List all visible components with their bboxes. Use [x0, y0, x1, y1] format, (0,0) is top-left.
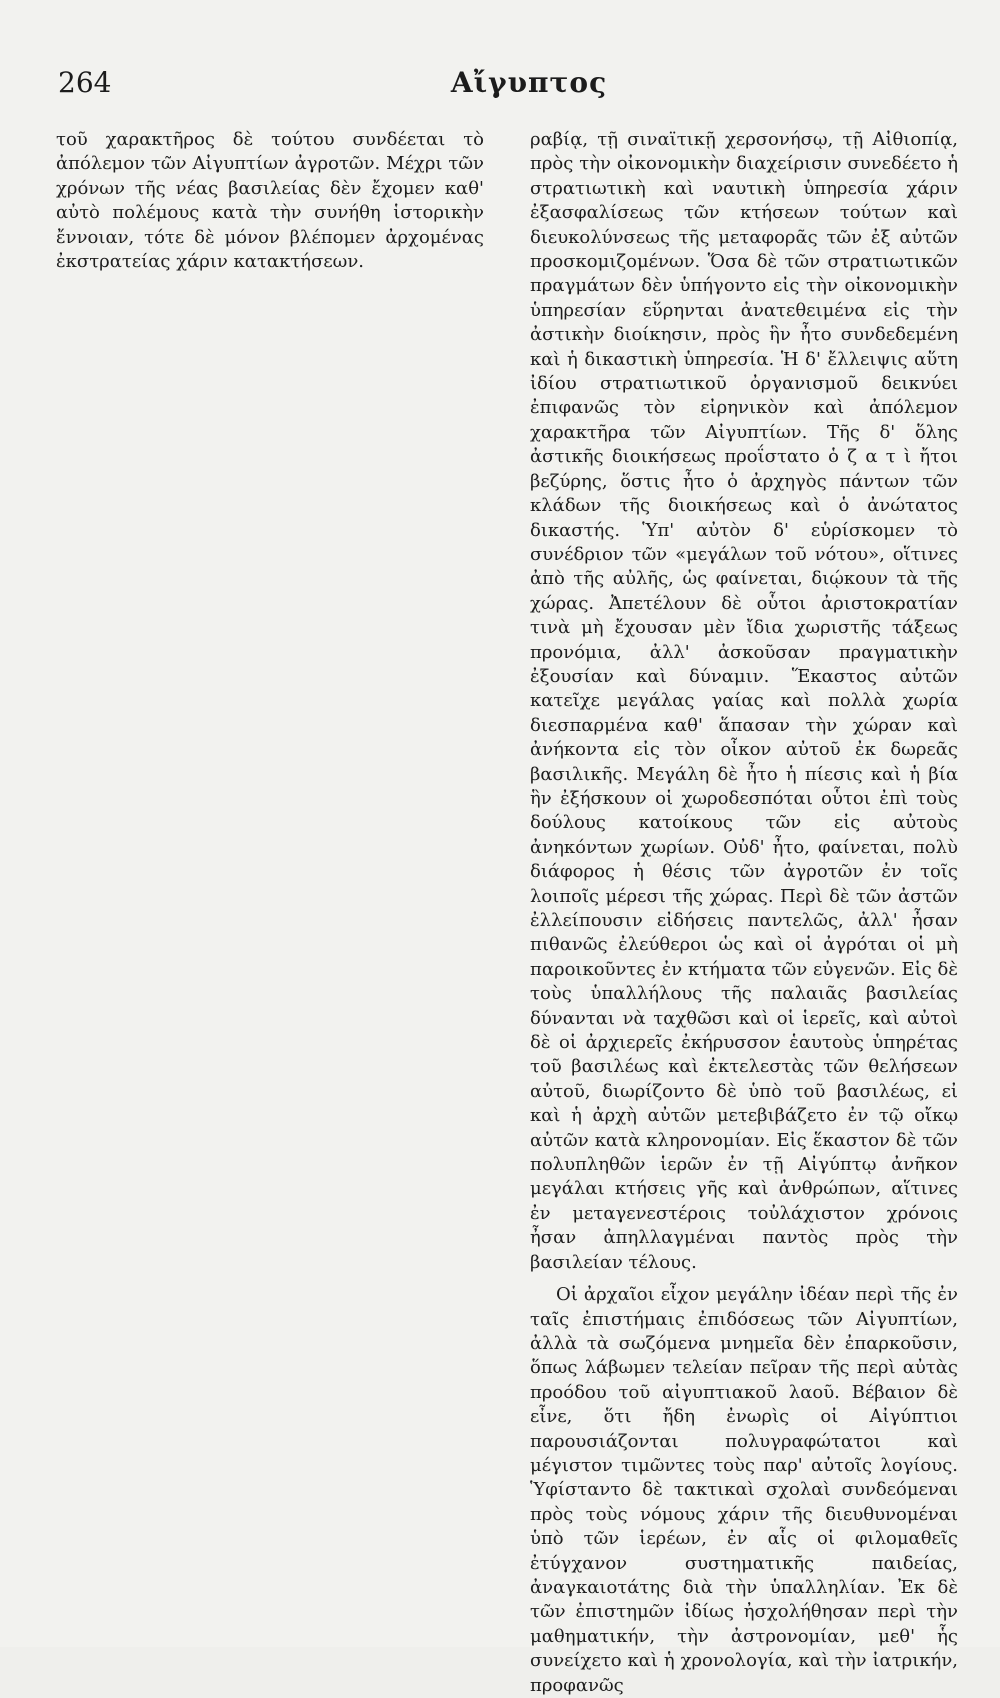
- running-head: [58, 66, 960, 106]
- page-number: 264: [58, 66, 112, 99]
- paragraph: τοῦ χαρακτῆρος δὲ τούτου συνδέεται τὸ ἀπόλεμον τῶν Αἰγυπτίων ἀγροτῶν. Μέχρι τῶν χρόνων τῆς νέας βασιλείας δὲν ἔχομεν καθ' αὐτὸ πολέμους κατὰ τὴν συνήθη ἱστορικὴν ἔννοιαν, τότε δὲ μόνον βλέπομεν ἀρχομένας ἐκστρατείας χάριν κατακτήσεων.: [56, 129, 484, 273]
- paragraph: ραβίᾳ, τῇ σιναϊτικῇ χερσονήσῳ, τῇ Αἰθιοπίᾳ, πρὸς τὴν οἰκονομικὴν διαχείρισιν συνεδέετο ἡ στρατιωτικὴ καὶ ναυτικὴ ὑπηρεσία χάριν ἐξασφαλίσεως τῶν κτήσεων τούτων καὶ διευκολύνσεως τῆς μεταφορᾶς τῶν ἐξ αὐτῶν προσκομιζομένων. Ὅσα δὲ τῶν στρατιωτικῶν πραγμάτων δὲν ὑπήγοντο εἰς τὴν οἰκονομικὴν ὑπηρεσίαν εὕρηνται ἀνατεθειμένα εἰς τὴν ἀστικὴν διοίκησιν, πρὸς ἣν ἦτο συνδεδεμένη καὶ ἡ δικαστικὴ ὑπηρεσία. Ἡ δ' ἔλλειψις αὕτη ἰδίου στρατιωτικοῦ ὀργανισμοῦ δεικνύει ἐπιφανῶς τὸν εἰρηνικὸν καὶ ἀπόλεμον χαρακτῆρα τῶν Αἰγυπτίων. Τῆς δ' ὅλης ἀστικῆς διοικήσεως προΐστατο ὁ ζ α τ ὶ ἤτοι βεζύρης, ὅστις ἦτο ὁ ἀρχηγὸς πάντων τῶν κλάδων τῆς διοικήσεως καὶ ὁ ἀνώτατος δικαστής. Ὑπ' αὐτὸν δ' εὑρίσκομεν τὸ συνέδριον τῶν «μεγάλων τοῦ νότου», οἵτινες ἀπὸ τῆς αὐλῆς, ὡς φαίνεται, διῴκουν τὰ τῆς χώρας. Ἀπετέλουν δὲ οὗτοι ἀριστοκρατίαν τινὰ μὴ ἔχουσαν μὲν ἴδια χωριστῆς τάξεως προνόμια, ἀλλ' ἀσκοῦσαν πραγματικὴν ἐξουσίαν καὶ δύναμιν. Ἕκαστος αὐτῶν κατεῖχε μεγάλας γαίας καὶ πολλὰ χωρία διεσπαρμένα καθ' ἅπασαν τὴν χώραν καὶ ἀνήκοντα εἰς τὸν οἶκον αὐτοῦ ἐκ δωρεᾶς βασιλικῆς. Μεγάλη δὲ ἦτο ἡ πίεσις καὶ ἡ βία ἣν ἐξήσκουν οἱ χωροδεσπόται οὗτοι ἐπὶ τοὺς δούλους κατοίκους τῶν εἰς αὐτοὺς ἀνηκόντων χωρίων. Οὐδ' ἦτο, φαίνεται, πολὺ διάφορος ἡ θέσις τῶν ἀγροτῶν ἐν τοῖς λοιποῖς μέρεσι τῆς χώρας. Περὶ δὲ τῶν ἀστῶν ἐλλείπουσιν εἰδήσεις παντελῶς, ἀλλ' ἦσαν πιθανῶς ἐλεύθεροι ὡς καὶ οἱ ἀγρόται οἱ μὴ παροικοῦντες ἐν κτήματα τῶν εὐγενῶν. Εἰς δὲ τοὺς ὑπαλλήλους τῆς παλαιᾶς βασιλείας δύνανται νὰ ταχθῶσι καὶ οἱ ἱερεῖς, καὶ αὐτοὶ δὲ οἱ ἀρχιερεῖς ἐκήρυσσον ἑαυτοὺς ὑπηρέτας τοῦ βασιλέως καὶ ἐκτελεστὰς τῶν θελήσεων αὐτοῦ, διωρίζοντο δὲ ὑπὸ τοῦ βασιλέως, εἰ καὶ ἡ ἀρχὴ αὐτῶν μετεβιβάζετο ἐν τῷ οἴκῳ αὐτῶν κατὰ κληρονομίαν. Εἰς ἕκαστον δὲ τῶν πολυπληθῶν ἱερῶν ἐν τῇ Αἰγύπτῳ ἀνῆκον μεγάλαι κτήσεις γῆς καὶ ἀνθρώπων, αἵτινες ἐν μεταγενεστέροις τοὐλάχιστον χρόνοις ἦσαν ἀπηλλαγμέναι παντὸς πρὸς τὴν βασιλείαν τέλους.: [530, 129, 958, 1273]
- left-column: [56, 128, 484, 1608]
- running-title: Αἴγυπτος: [450, 66, 608, 99]
- text-columns: [56, 128, 958, 1696]
- paragraph: Οἱ ἀρχαῖοι εἶχον μεγάλην ἰδέαν περὶ τῆς ἐν ταῖς ἐπιστήμαις ἐπιδόσεως τῶν Αἰγυπτίων, ἀλλὰ τὰ σωζόμενα μνημεῖα δὲν ἐπαρκοῦσιν, ὅπως λάβωμεν τελείαν πεῖραν τῆς περὶ αὐτὰς προόδου τοῦ αἰγυπτιακοῦ λαοῦ. Βέβαιον δὲ εἶνε, ὅτι ἤδη ἐνωρὶς οἱ Αἰγύπτιοι παρουσιάζονται πολυγραφώτατοι καὶ μέγιστον τιμῶντες τοὺς παρ' αὐτοῖς λογίους. Ὑφίσταντο δὲ τακτικαὶ σχολαὶ συνδεόμεναι πρὸς τοὺς νόμους χάριν τῆς διευθυνομέναι ὑπὸ τῶν ἱερέων, ἐν αἷς οἱ φιλομαθεῖς ἐτύγχανον συστηματικῆς παιδείας, ἀναγκαιοτάτης διὰ τὴν ὑπαλληλίαν. Ἐκ δὲ τῶν ἐπιστημῶν ἰδίως ἠσχολήθησαν περὶ τὴν μαθηματικήν, τὴν ἀστρονομίαν, μεθ' ἧς συνείχετο καὶ ἡ χρονολογία, καὶ τὴν ἰατρικήν, προφανῶς: [530, 1284, 958, 1696]
- right-column: [530, 128, 958, 1696]
